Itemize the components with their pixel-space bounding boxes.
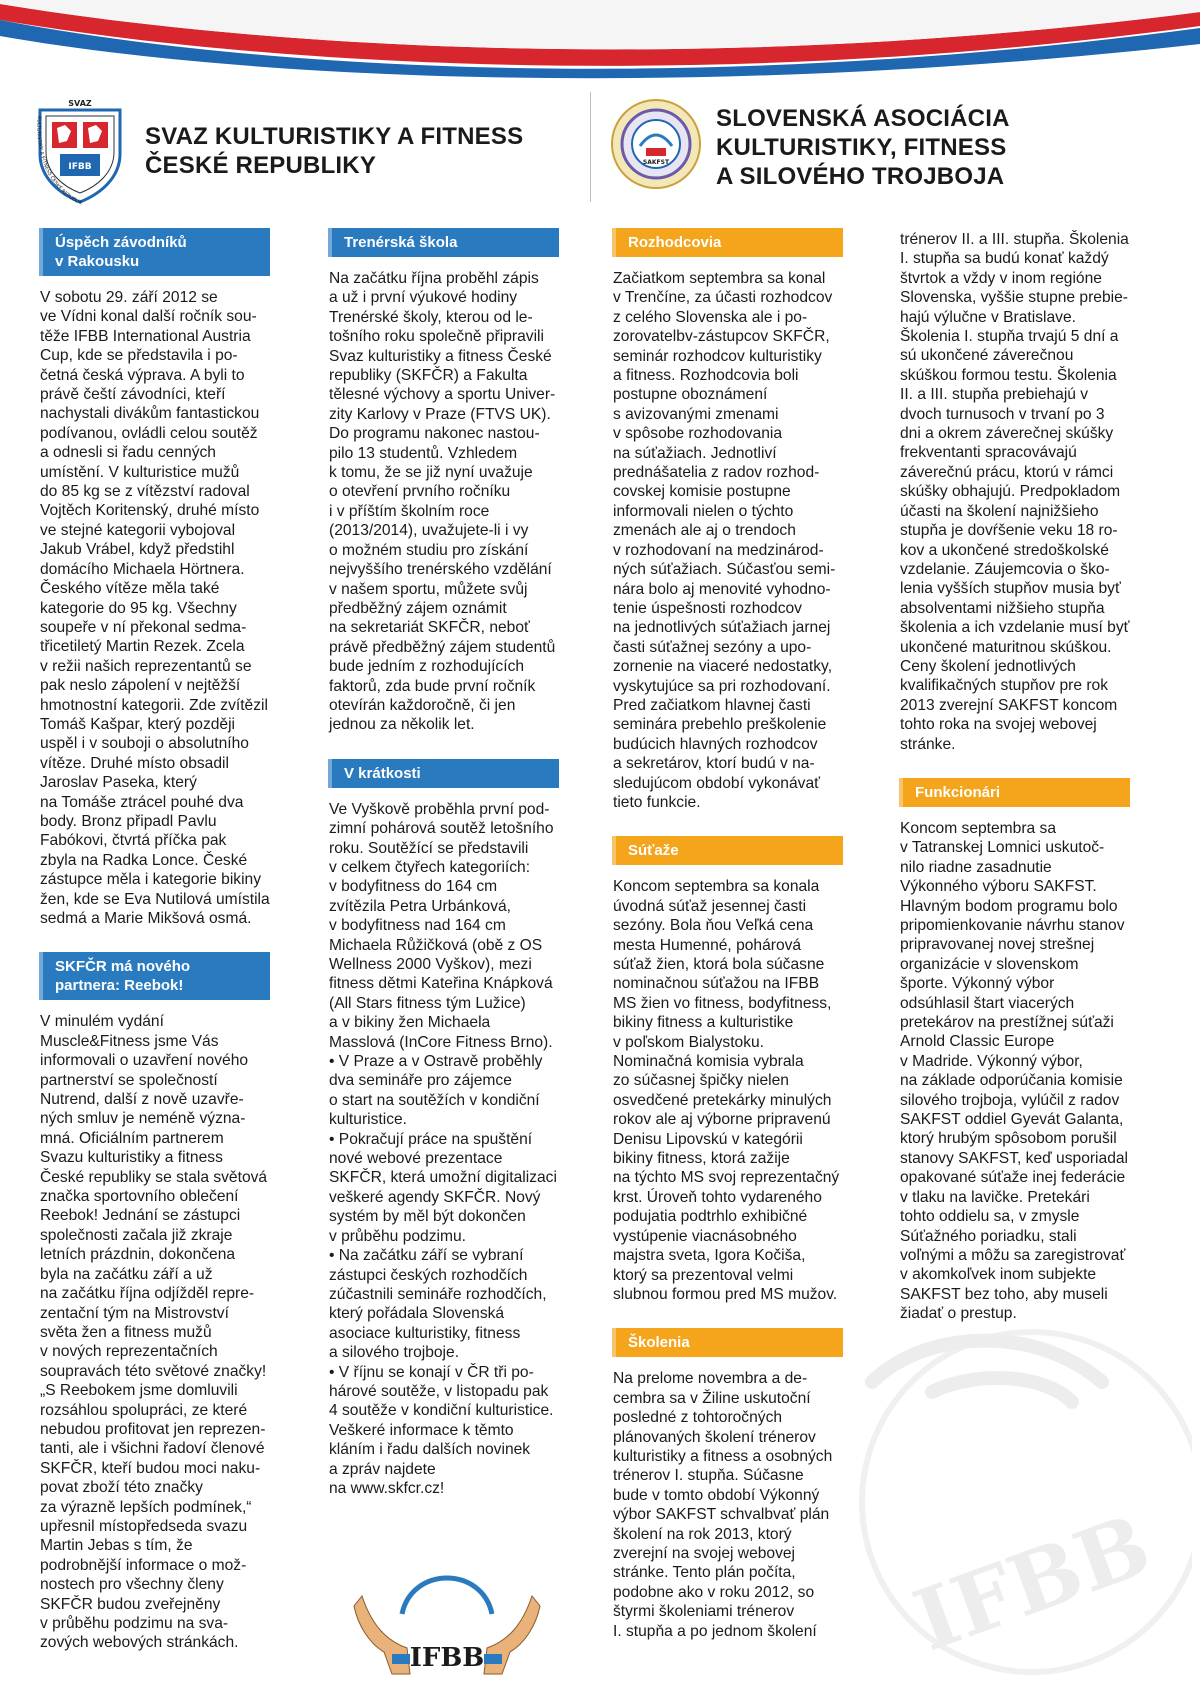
sakfst-title: SLOVENSKÁ ASOCIÁCIA KULTURISTIKY, FITNESS A SILOVÉHO TROJBOJA	[716, 105, 1010, 190]
heading-v-kratkosti: V krátkosti	[328, 759, 559, 788]
skfcr-logo-mark: IFBB	[68, 162, 92, 172]
ifbb-logo-text: IFBB	[409, 1643, 485, 1673]
article-rozhodcovia-body: Začiatkom septembra sa konal v Trenčíne, za účasti rozhodcov z celého Slovenska ale i po- zorovatelbv-zástupcov SKFČR, seminár rozhodcov kulturistiky a fitness. Rozhodcovia boli postupne oboznámení s avizovanými zmenami v spôsobe rozhodovania na súťažiach. Jednotliví prednášatelia z radov rozhod- covskej komisie postupne informovali nielen o týchto zmenách ale aj o trendoch v rozhodovaní na medzinárod- ných súťažiach. Súčasťou semi- nára bolo aj menovité vyhodno- tenie úspešnosti rozhodcov na jednotlivých súťažiach jarnej časti súťažnej sezóny a upo- zornenie na viaceré nedostatky, vyskytujúce sa pri rozhodovaní. Pred začiatkom hlavnej časti seminára prebehlo preškolenie budúcich hlavných rozhodcov a sekretárov, ktorí budú v na- sledujúcom období vykonávať tieto funkcie.	[613, 270, 836, 811]
column-4	[900, 230, 1130, 1324]
article-skolenia-body: Na prelome novembra a de- cembra sa v Žiline uskutoční posledné z tohtoročných plánovaných školení trénerov kulturistiky a fitness a osobných trénerov I. stupňa. Súčasne bude v tomto období Výkonný výbor SAKFST schvalbvať plán školení na rok 2013, ktorý zverejní na svojej webovej stránke. Tento plán počíta, podobne ako v roku 2012, so štyrmi školeniami trénerov I. stupňa a po jednom školení	[613, 1370, 833, 1640]
column-1	[40, 228, 270, 1653]
article-skolenia-continued: trénerov II. a III. stupňa. Školenia I. stupňa sa budú konať každý štvrtok a vždy v inom regióne Slovenska, vyššie stupne prebie- hajú výlučne v Bratislave. Školenia I. stupňa trvajú 5 dní a sú ukončené záverečnou skúškou formou testu. Školenia II. a III. stupňa prebiehajú v dvoch turnusoch v trvaní po 3 dni a okrem záverečnej skúšky frekventanti spracovávajú záverečnú prácu, ktorú v rámci skúšky obhajujú. Predpokladom účasti na školení najnižšieho stupňa je dovŕšenie veku 18 ro- kov a ukončené stredoškolské vzdelanie. Záujemcovia o ško- lenia vyšších stupňov musia byť absolventami nižšieho stupňa školenia a ich vzdelanie musí byť ukončené maturitnou skúškou. Ceny školení jednotlivých kvalifikačných stupňov pre rok 2013 zverejní SAKFST koncom tohto roka na svojej webovej stránke.	[900, 231, 1130, 753]
skfcr-logo-side-text: KULTURISTIKY A FITNESS ČESKÉ REPUBLIK	[35, 115, 83, 206]
header-divider	[590, 92, 591, 202]
skfcr-title: SVAZ KULTURISTIKY A FITNESS ČESKÉ REPUBLIKY	[145, 123, 524, 179]
header-swoosh-decoration	[0, 0, 1200, 90]
article-sutaze-body: Koncom septembra sa konala úvodná súťaž jesennej časti sezóny. Bola ňou Veľká cena mesta Humenné, pohárová súťaž žien, ktorá bola súčasne nominačnou súťažou na IFBB MS žien vo fitness, bodyfitness, bikiny fitness a kulturistike v poľskom Bialystoku. Nominačná komisia vybrala zo súčasnej špičky nielen osvedčené pretekárky minulých rokov ale aj výborne pripravenú Denisu Lipovskú v kategórii bikiny fitness, ktorá zažije na týchto MS svoj reprezentačný krst. Úroveň tohto vydareného podujatia podtrhlo exhibičné vystúpenie viacnásobného majstra sveta, Igora Kočiša, ktorý sa prezentoval velmi slubnou formou pred MS mužov.	[613, 878, 840, 1303]
heading-trenerska-skola: Trenérská škola	[328, 228, 559, 257]
spacer	[613, 812, 843, 836]
article-trenerska-body: Na začátku října proběhl zápis a už i první výukové hodiny Trenérské školy, kterou od le- tošního roku společně připravili Svaz kulturistiky a fitness České republiky (SKFČR) a Fakulta tělesné výchovy a sportu Univer- zity Karlovy v Praze (FTVS UK). Do programu nakonec nastou- pilo 13 studentů. Vzhledem k tomu, že se již nyní uvažuje o otevření prvního ročníku i v příštím školním roce (2013/2014), uvažujete-li i vy o možném studiu pro získání nejvyššího trenérského vzdělání v našem sportu, můžete svůj předběžný zájem oznámit na sekretariát SKFČR, neboť právě předběžný zájem studentů bude jedním z rozhodujících faktorů, zda bude první ročník otevírán každoročně, či jen jednou za několik let.	[329, 270, 556, 734]
heading-rozhodcovia: Rozhodcovia	[612, 228, 843, 257]
heading-skolenia: Školenia	[612, 1328, 843, 1357]
article-reebok-body: V minulém vydání Muscle&Fitness jsme Vás informovali o uzavření nového partnerství se společností Nutrend, další z nově uzavře- ných smluv je neméně význa- mná. Oficiálním partnerem Svazu kulturistiky a fitness České republiky se stala světová značka sportovního oblečení Reebok! Jednání se zástupci společnosti začala již zkraje letních prázdnin, dokončena byla na začátku září a už na začátku října odjížděl repre- zentační tým na Mistrovství světa žen a fitness mužů v nových reprezentačních soupravách této světové značky! „S Reebokem jsme domluvili rozsáhlou spolupráci, ze které nebudou profitovat jen reprezen- tanti, ale i všichni řadoví členové SKFČR, kteří budou moci naku- povat zboží této značky za výrazně lepších podmínek,“ upřesnil místopředseda svazu Martin Jebas s tím, že podrobnější informace o mož- nostech pro všechny členy SKFČR budou zveřejněny v průběhu podzimu na sva- zových webových stránkách.	[40, 1013, 268, 1652]
article-uspech-body: V sobotu 29. září 2012 se ve Vídni konal další ročník sou- těže IFBB International Austria Cup, kde se představila i po- četná česká výprava. A byli to právě čeští závodníci, kteří nachystali divákům fantastickou podívanou, ovládli celou soutěž a odnesli si řadu cenných umístění. V kulturistice mužů do 85 kg se z vítězství radoval Vojtěch Koritenský, druhé místo ve stejné kategorii vybojoval Jakub Vrábel, když předstihl domácího Michaela Hörtnera. Českého vítěze měla také kategorie do 95 kg. Všechny soupeře v ní překonal sedma- třicetiletý Martin Rezek. Zcela v režii našich reprezentantů se pak neslo zápolení v nejtěžší hmotnostní kategorii. Zde zvítězil Tomáš Kašpar, který později uspěl i v souboji o absolutního vítěze. Druhé místo obsadil Jaroslav Paseka, který na Tomáše ztrácel pouhé dva body. Bronz připadl Pavlu Fabókovi, čtvrtá příčka pak zbyla na Radka Lonce. České zástupce měla i kategorie bikiny žen, kde se Eva Nutilová umístila sedmá a Marie Mikšová osmá.	[40, 289, 270, 927]
spacer	[329, 735, 559, 759]
article-funkcionari-body: Koncom septembra sa v Tatranskej Lomnici uskutoč- nilo riadne zasadnutie Výkonného výboru SAKFST. Hlavným bodom programu bolo pripomienkovanie návrhu stanov pripravovanej novej strešnej organizácie v slovenskom športe. Výkonný výbor odsúhlasil štart viacerých pretekárov na prestížnej súťaži Arnold Classic Europe v Madride. Výkonný výbor, na základe odporúčania komisie silového trojboja, vylúčil z radov SAKFST oddiel Gyevát Galanta, ktorý hrubým spôsobom porušil stanovy SAKFST, keď usporiadal opakované súťaže inej federácie v tlaku na lavičke. Pretekári tohto oddielu sa, v zmysle Súťažného poriadku, stali voľnými a môžu sa zaregistrovať v akomkoľvek inom subjekte SAKFST bez toho, aby museli žiadať o prestup.	[900, 819, 1129, 1323]
column-3	[613, 228, 843, 1641]
skfcr-logo-top-text: SVAZ	[68, 99, 92, 108]
heading-reebok: SKFČR má nového partnera: Reebok!	[39, 952, 270, 1000]
article-kratkosti-body: Ve Vyškově proběhla první pod- zimní pohárová soutěž letošního roku. Soutěžící se představili v celkem čtyřech kategoriích: v bodyfitness do 164 cm zvítězila Petra Urbánková, v bodyfitness nad 164 cm Michaela Růžičková (obě z OS Wellness 2000 Vyškov), mezi fitness dětmi Kateřina Knápková (All Stars fitness tým Lužice) a v bikiny žen Michaela Masslová (InCore Fitness Brno). • V Praze a v Ostravě proběhly dva semináře pro zájemce o start na soutěžích v kondiční kulturistice. • Pokračují práce na spuštění nové webové prezentace SKFČR, která umožní digitalizaci veškeré agendy SKFČR. Nový systém by měl být dokončen v průběhu podzimu. • Na začátku září se vybraní zástupci českých rozhodčích zúčastnili semináře rozhodčích, který pořádala Slovenská asociace kulturistiky, fitness a silového trojboje. • V říjnu se konají v ČR tři po- hárové soutěže, v listopadu pak 4 soutěže v kondiční kulturistice. Veškeré informace k těmto kláním i řadu dalších novinek a zpráv najdete na www.skfcr.cz!	[329, 800, 557, 1497]
spacer	[613, 1304, 843, 1328]
heading-sutaze: Súťaže	[612, 836, 843, 865]
ifbb-logo	[332, 1556, 562, 1682]
column-2	[329, 228, 559, 1498]
heading-uspech: Úspěch závodníků v Rakousku	[39, 228, 270, 276]
sakfst-logo	[610, 98, 702, 190]
ifbb-watermark-text: IFBB	[902, 1494, 1163, 1671]
ifbb-watermark	[832, 1322, 1192, 1682]
spacer	[40, 928, 270, 952]
heading-funkcionari: Funkcionári	[899, 778, 1130, 807]
sakfst-logo-mark: SAKFST	[642, 159, 670, 166]
skfcr-logo	[30, 96, 130, 206]
spacer	[900, 754, 1130, 778]
